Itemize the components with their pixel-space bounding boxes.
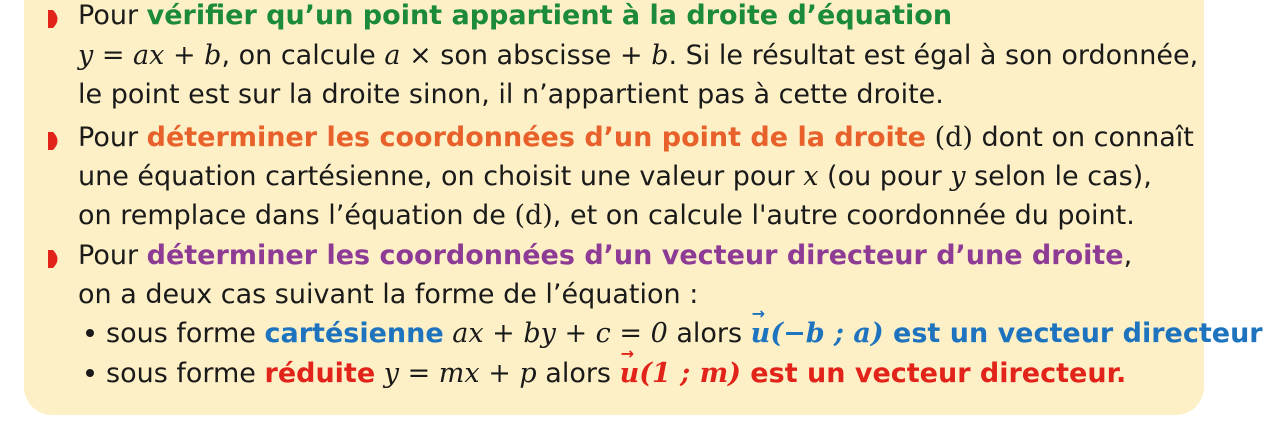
item2-line1: Pour déterminer les coordonnées d’un point de la droite (d) dont on connaît xyxy=(78,122,1194,153)
item3-line1: Pour déterminer les coordonnées d’un vecteur directeur d’une droite, xyxy=(78,240,1133,271)
dot-icon xyxy=(86,329,94,337)
item2-line2: une équation cartésienne, on choisit une valeur pour x (ou pour y selon le cas), xyxy=(78,161,1152,192)
vector-u: → u xyxy=(619,344,640,389)
item2-line3: on remplace dans l’équation de (d), et on calcule l'autre coordonnée du point. xyxy=(78,200,1135,231)
item1-line3: le point est sur la droite sinon, il n’appartient pas à cette droite. xyxy=(78,79,944,110)
case-cartesian: sous forme cartésienne ax + by + c = 0 alors → u(−b ; a) est un vecteur directeur xyxy=(86,318,1263,349)
item3-highlight: déterminer les coordonnées d’un vecteur directeur d’une droite xyxy=(146,240,1124,271)
item1-highlight: vérifier qu’un point appartient à la droite d’équation xyxy=(146,0,953,31)
dot-icon xyxy=(86,369,94,377)
case-reduced: sous forme réduite y = mx + p alors → u(1 ; m) est un vecteur directeur. xyxy=(86,358,1126,389)
vector-arrow-icon: → xyxy=(751,304,766,323)
item1-line2: y = ax + b, on calcule a × son abscisse + b. Si le résultat est égal à son ordonnée, xyxy=(78,40,1199,71)
vector-u: → u xyxy=(750,304,771,349)
line-equation: y = ax + b xyxy=(78,40,222,71)
item1-line1: Pour vérifier qu’un point appartient à la droite d’équation xyxy=(78,0,953,31)
vector-arrow-icon: → xyxy=(620,344,634,363)
item3-line2: on a deux cas suivant la forme de l’équation : xyxy=(78,279,699,310)
item2-highlight: déterminer les coordonnées d’un point de la droite xyxy=(146,122,926,153)
